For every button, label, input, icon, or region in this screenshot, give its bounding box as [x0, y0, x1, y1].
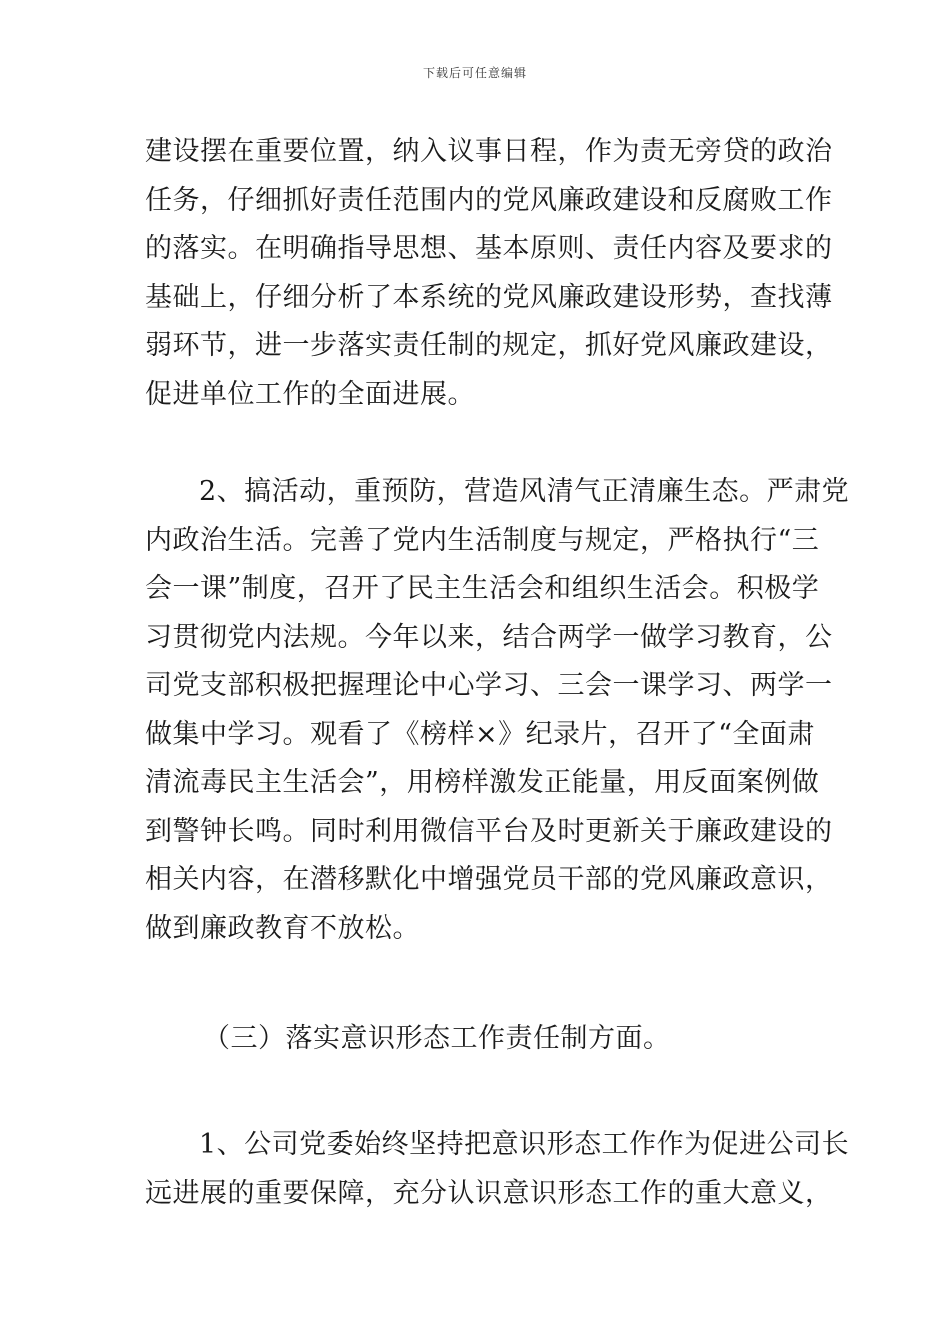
- text-line: 1、公司党委始终坚持把意识形态工作作为促进公司长: [199, 1129, 850, 1160]
- text-line: 做到廉政教育不放松。: [145, 912, 420, 944]
- paragraph-3: [145, 1121, 850, 1218]
- text-line: 促进单位工作的全面进展。: [145, 378, 475, 410]
- text-line: 相关内容，在潜移默化中增强党员干部的党风廉政意识，: [145, 864, 833, 895]
- text-line: 任务，仔细抓好责任范围内的党风廉政建设和反腐败工作: [145, 184, 833, 216]
- header-note: 下载后可任意编辑: [422, 66, 527, 80]
- text-line: 建设摆在重要位置，纳入议事日程，作为责无旁贷的政治: [145, 136, 833, 167]
- text-line: 到警钟长鸣。同时利用微信平台及时更新关于廉政建设的: [145, 815, 833, 847]
- paragraph-2: [145, 468, 850, 953]
- text-line: 习贯彻党内法规。今年以来，结合两学一做学习教育，公: [145, 621, 833, 653]
- text-line: （三）落实意识形态工作责任制方面。: [203, 1023, 671, 1054]
- text-line: 清流毒民主生活会”，用榜样激发正能量，用反面案例做: [145, 767, 820, 798]
- paragraph-1: [145, 128, 833, 419]
- text-line: 远进展的重要保障，充分认识意识形态工作的重大意义，: [145, 1177, 833, 1209]
- text-line: 的落实。在明确指导思想、基本原则、责任内容及要求的: [145, 233, 833, 264]
- text-line: 2、搞活动，重预防，营造风清气正清廉生态。严肃党: [199, 476, 850, 507]
- text-line: 基础上，仔细分析了本系统的党风廉政建设形势，查找薄: [145, 281, 833, 313]
- text-line: 司党支部积极把握理论中心学习、三会一课学习、两学一: [145, 670, 833, 701]
- text-line: 弱环节，进一步落实责任制的规定，抓好党风廉政建设，: [145, 330, 833, 361]
- text-line: 内政治生活。完善了党内生活制度与规定，严格执行“三: [145, 524, 820, 556]
- text-line: 会一课”制度，召开了民主生活会和组织生活会。积极学: [145, 573, 820, 604]
- text-line: 做集中学习。观看了《榜样×》纪录片，召开了“全面肃: [145, 718, 815, 750]
- section-heading: [145, 1015, 868, 1064]
